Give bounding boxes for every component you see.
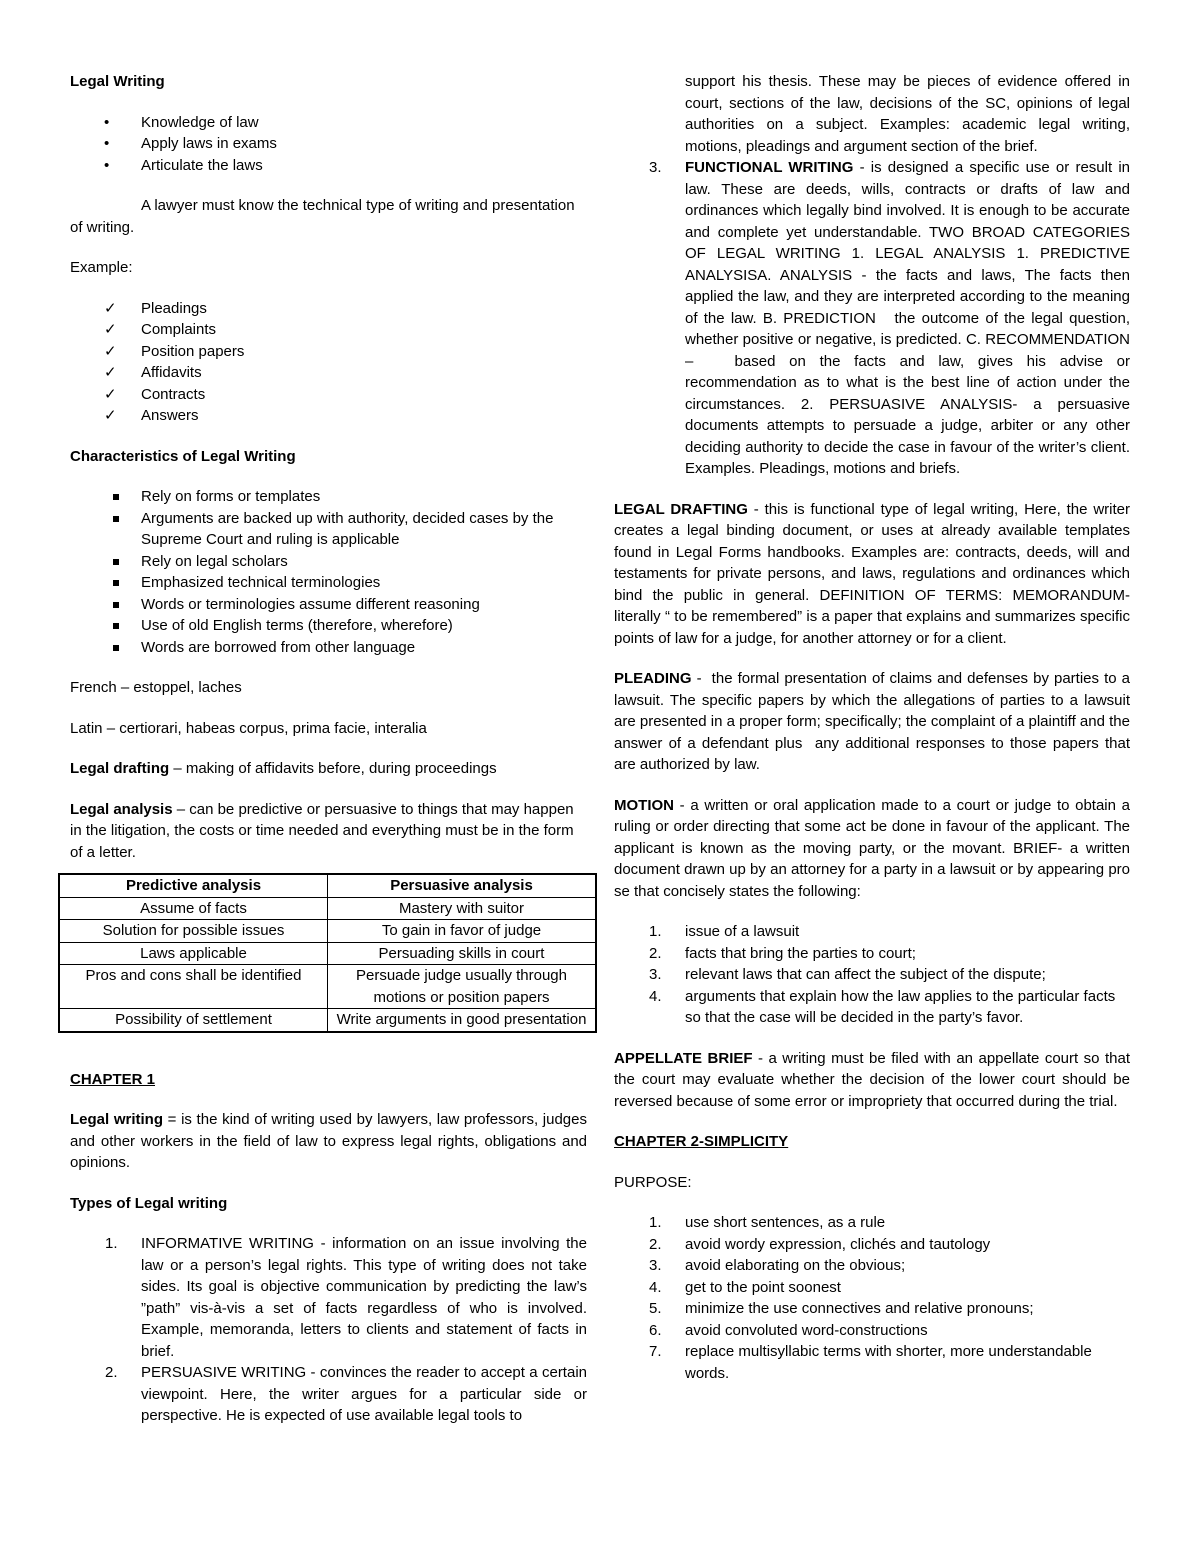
list-number: 1.	[649, 923, 662, 940]
table-cell: Persuading skills in court	[328, 942, 597, 965]
legal-drafting-term: Legal drafting	[70, 760, 170, 777]
list-number: 2.	[649, 1235, 662, 1253]
list-number: 4.	[649, 1278, 662, 1296]
list-item	[614, 1255, 1130, 1277]
list-item	[614, 1234, 1130, 1256]
list-item	[70, 1362, 587, 1427]
legal-drafting-paragraph	[70, 758, 587, 780]
functional-writing-definition: - is designed a specific use or result in law. These are deeds, wills, contracts or drafts of law and ordinances which legally bind involved. It is enough to be accurate and complete yet understandable. TWO BROAD CATEGORIES OF LEGAL WRITING 1. LEGAL ANALYSIS 1. PREDICTIVE ANALYSISA. ANALYSIS - the facts and laws, The facts then applied the law, and they are interpreted according to the meaning of the law. B. PREDICTION the outcome of the legal question, whether positive or negative, is predicted. C. RECOMMENDATION – based on the facts and law, gives his advise or recommendation as to what is the best line of action under the circumstances. 2. PERSUASIVE ANALYSIS- a persuasive documents attempts to persuade a judge, arbiter or any other deciding authority to decide the case in favour of the writer’s client. Examples. Pleadings, motions and briefs.	[685, 159, 1130, 477]
types-heading: Types of Legal writing	[70, 1194, 228, 1212]
types-list-continued	[614, 71, 1130, 480]
table-cell: Possibility of settlement	[59, 1009, 328, 1032]
list-item: Words or terminologies assume different reasoning	[70, 594, 587, 616]
list-number: 1.	[105, 1235, 118, 1252]
list-number: 7.	[649, 1343, 662, 1360]
intro-bullet-list	[70, 112, 587, 177]
list-item: Use of old English terms (therefore, wherefore)	[70, 615, 587, 637]
table-cell: Mastery with suitor	[328, 897, 597, 920]
list-text: relevant laws that can affect the subject of the dispute;	[685, 966, 1046, 983]
list-item: Rely on forms or templates	[70, 486, 587, 508]
table-row	[59, 965, 596, 1009]
list-item: ✓ Complaints	[70, 319, 587, 341]
list-item	[614, 943, 1130, 965]
table-cell: Pros and cons shall be identified	[59, 965, 328, 1009]
legal-drafting-caps-term: LEGAL DRAFTING	[614, 500, 748, 518]
purpose-list	[614, 1212, 1130, 1384]
list-item: ✓ Answers	[70, 405, 587, 427]
list-item: • Knowledge of law	[70, 112, 587, 134]
list-item: ✓ Position papers	[70, 341, 587, 363]
appellate-brief-paragraph	[614, 1048, 1130, 1113]
motion-term: MOTION	[614, 796, 674, 814]
appellate-brief-term: APPELLATE BRIEF	[614, 1049, 753, 1067]
list-item: ✓ Contracts	[70, 384, 587, 406]
list-text: INFORMATIVE WRITING - information on an issue involving the law or a person’s legal rights. This type of writing does not take sides. Its goal is objective communication by predicting the law’s ”path” vis-à-vis a set of facts regardless of who is involved. Example, memoranda, letters to clients and statement of facts in brief.	[141, 1235, 587, 1360]
legal-writing-heading: Legal Writing	[70, 73, 165, 90]
list-item	[614, 986, 1130, 1029]
list-text: minimize the use connectives and relative pronouns;	[685, 1300, 1034, 1317]
list-item	[614, 1341, 1130, 1384]
list-item: Rely on legal scholars	[70, 551, 587, 573]
list-text: facts that bring the parties to court;	[685, 944, 916, 962]
legal-writing-definition: = is the kind of writing used by lawyers, law professors, judges and other workers in the field of law to express legal rights, obligations and opinions.	[70, 1111, 587, 1171]
list-item	[614, 921, 1130, 943]
characteristics-heading: Characteristics of Legal Writing	[70, 447, 296, 465]
pleading-term: PLEADING	[614, 670, 692, 687]
legal-drafting-caps-definition: - this is functional type of legal writing, Here, the writer creates a legal binding document, or uses at already available templates found in Legal Forms handbooks. Examples are: contracts, deeds, will and testaments for private persons, and laws, regulations and ordinances which bind the public in general. DEFINITION OF TERMS: MEMORANDUM- literally “ to be remembered” is a paper that explains and summarizes specific points of law for a judge, for another attorney or for a client.	[614, 500, 1130, 647]
pleading-definition: - the formal presentation of claims and defenses by parties to a lawsuit. The specific papers by which the allegations of parties to a lawsuit are presented in a proper form; specifically; the complaint of a plaintiff and the answer of a defendant plus any additional responses to those papers that are authorized by law.	[614, 670, 1130, 773]
list-text: avoid wordy expression, clichés and tautology	[685, 1235, 991, 1253]
list-text: use short sentences, as a rule	[685, 1214, 886, 1231]
column-header: Persuasive analysis	[328, 874, 597, 897]
right-column	[614, 71, 1130, 1403]
legal-drafting-definition: – making of affidavits before, during proceedings	[169, 760, 497, 777]
list-text: support his thesis. These may be pieces of evidence offered in court, sections of the law, decisions of the SC, opinions of legal authorities on a subject. Examples: academic legal writing, motions, pleadings and argument section of the brief.	[685, 73, 1130, 155]
list-item: • Apply laws in exams	[70, 133, 587, 155]
list-item: Words are borrowed from other language	[70, 637, 587, 659]
table-cell: Persuade judge usually through motions or position papers	[328, 965, 597, 1009]
list-item	[614, 157, 1130, 480]
appellate-brief-definition: - a writing must be filed with an appellate court so that the court may evaluate whether the decision of the lower court should be reversed because of some error or impropriety that occurred during the trial.	[614, 1049, 1130, 1110]
table-row	[59, 897, 596, 920]
list-number: 3.	[649, 159, 662, 176]
list-text: get to the point soonest	[685, 1278, 841, 1296]
list-number: 6.	[649, 1321, 662, 1339]
list-number: 1.	[649, 1214, 662, 1231]
analysis-comparison-table	[58, 873, 597, 1033]
table-cell: Write arguments in good presentation	[328, 1009, 597, 1032]
pleading-paragraph	[614, 668, 1130, 776]
list-number: 5.	[649, 1300, 662, 1317]
example-check-list	[70, 298, 587, 427]
list-item	[614, 1320, 1130, 1342]
table-cell: Solution for possible issues	[59, 920, 328, 943]
lawyer-note: A lawyer must know the technical type of writing and presentation of writing.	[70, 197, 575, 236]
table-row	[59, 942, 596, 965]
list-text: replace multisyllabic terms with shorter, more understandable words.	[685, 1343, 1092, 1382]
list-item	[614, 1212, 1130, 1234]
table-cell: To gain in favor of judge	[328, 920, 597, 943]
left-column	[70, 71, 587, 1446]
french-terms: French – estoppel, laches	[70, 679, 242, 696]
functional-writing-term: FUNCTIONAL WRITING	[685, 159, 854, 176]
list-item: Emphasized technical terminologies	[70, 572, 587, 594]
list-number: 3.	[649, 966, 662, 983]
list-text: issue of a lawsuit	[685, 923, 800, 940]
list-number: 4.	[649, 987, 662, 1005]
list-text: arguments that explain how the law applies to the particular facts so that the case will be decided in the party’s favor.	[685, 987, 1116, 1026]
brief-items-list	[614, 921, 1130, 1029]
list-item: ✓ Affidavits	[70, 362, 587, 384]
list-item: Arguments are backed up with authority, decided cases by the Supreme Court and ruling is applicable	[70, 508, 587, 551]
table-header-row	[59, 874, 596, 897]
list-text: avoid convoluted word-constructions	[685, 1321, 928, 1339]
table-cell: Laws applicable	[59, 942, 328, 965]
list-item	[614, 1298, 1130, 1320]
table-cell: Assume of facts	[59, 897, 328, 920]
motion-paragraph	[614, 795, 1130, 903]
list-item	[614, 1277, 1130, 1299]
list-number: 2.	[649, 944, 662, 962]
list-text: PERSUASIVE WRITING - convinces the reader to accept a certain viewpoint. Here, the writer argues for a particular side or perspective. He is expected of use available legal tools to	[141, 1364, 587, 1424]
list-item	[70, 1233, 587, 1362]
chapter-1-heading: CHAPTER 1	[70, 1070, 156, 1088]
legal-writing-term: Legal writing	[70, 1111, 163, 1128]
column-header: Predictive analysis	[59, 874, 328, 897]
legal-analysis-paragraph	[70, 799, 587, 864]
table-row	[59, 920, 596, 943]
example-label: Example:	[70, 259, 133, 276]
table-row	[59, 1009, 596, 1032]
characteristics-list	[70, 486, 587, 658]
types-list	[70, 1233, 587, 1427]
list-text: avoid elaborating on the obvious;	[685, 1257, 906, 1274]
list-item: • Articulate the laws	[70, 155, 587, 177]
legal-analysis-definition: – can be predictive or persuasive to things that may happen in the litigation, the costs or time needed and everything must be in the form of a letter.	[70, 800, 574, 861]
list-number: 2.	[105, 1364, 118, 1381]
legal-drafting-definition-paragraph	[614, 499, 1130, 650]
legal-analysis-term: Legal analysis	[70, 800, 173, 818]
list-item	[614, 964, 1130, 986]
chapter-2-heading: CHAPTER 2-SIMPLICITY	[614, 1133, 789, 1150]
list-number: 3.	[649, 1257, 662, 1274]
legal-writing-definition-paragraph	[70, 1109, 587, 1174]
list-item: ✓ Pleadings	[70, 298, 587, 320]
motion-definition: - a written or oral application made to a court or judge to obtain a ruling or order directing that some act be done in favour of the applicant. The applicant is known as the moving party, or the movant. BRIEF- a written document drawn up by an attorney for a party in a lawsuit or by appearing pro se that concisely states the following:	[614, 796, 1130, 900]
list-item-continued	[614, 71, 1130, 157]
latin-terms: Latin – certiorari, habeas corpus, prima facie, interalia	[70, 719, 427, 737]
purpose-label: PURPOSE:	[614, 1173, 692, 1191]
